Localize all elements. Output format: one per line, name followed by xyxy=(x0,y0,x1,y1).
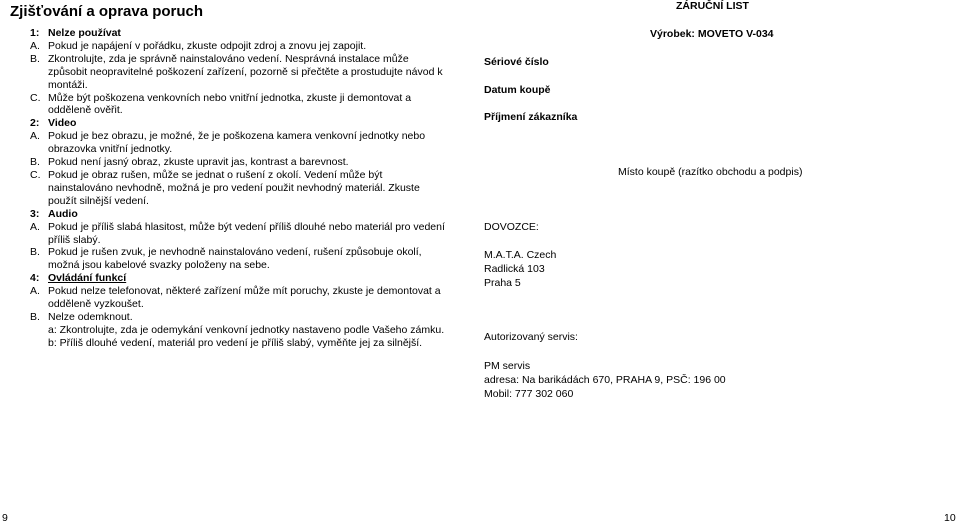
importer-line: M.A.T.A. Czech xyxy=(484,249,557,261)
line-text: Pokud je obraz rušen, může se jednat o rušení z okolí. Vedení může být nainstalováno nevhodně, možná je pro vedení použit nevhodný materiál. Zkuste použít silnější vedení. xyxy=(48,168,420,207)
page-number-right: 10 xyxy=(944,512,956,524)
line-text: b: Příliš dlouhé vedení, materiál pro vedení je příliš slabý, vyměňte jej za silnější. xyxy=(48,336,423,349)
troubleshooting-line xyxy=(30,130,450,156)
troubleshooting-line xyxy=(30,285,450,311)
service-line: Mobil: 777 302 060 xyxy=(484,388,574,400)
service-line: adresa: Na barikádách 670, PRAHA 9, PSČ: 196 00 xyxy=(484,374,726,386)
troubleshooting-line xyxy=(30,27,450,40)
troubleshooting-line xyxy=(30,324,450,337)
line-marker: C. xyxy=(30,168,41,181)
line-text: Zkontrolujte, zda je správně nainstalováno vedení. Nesprávná instalace může způsobit neopravitelné poškození zařízení, pozorně si přečtěte a prostudujte návod k montáži. xyxy=(48,52,443,91)
troubleshooting-line xyxy=(30,337,450,350)
purchase-date-label: Datum koupě xyxy=(484,84,551,96)
line-text: Ovládání funkcí xyxy=(48,272,127,285)
serial-number-label: Sériové číslo xyxy=(484,56,549,68)
line-marker: A. xyxy=(30,130,40,143)
customer-surname-label: Příjmení zákazníka xyxy=(484,111,578,123)
line-text: Pokud není jasný obraz, zkuste upravit jas, kontrast a barevnost. xyxy=(48,156,349,169)
line-marker: B. xyxy=(30,246,40,259)
line-text: Nelze používat xyxy=(48,27,121,39)
line-text: Audio xyxy=(48,207,78,220)
troubleshooting-line xyxy=(30,53,450,92)
troubleshooting-line xyxy=(30,246,450,272)
place-of-purchase-label: Místo koupě (razítko obchodu a podpis) xyxy=(618,166,803,178)
troubleshooting-line xyxy=(30,208,450,221)
product-label: Výrobek: MOVETO V-034 xyxy=(650,28,774,40)
service-address xyxy=(484,359,726,401)
line-text: Pokud je příliš slabá hlasitost, může být vedení příliš dlouhé nebo materiál pro vedení příliš slabý. xyxy=(48,220,445,246)
importer-label: DOVOZCE: xyxy=(484,221,539,233)
line-marker: A. xyxy=(30,39,40,52)
line-marker: 1: xyxy=(30,27,40,39)
troubleshooting-title: Zjišťování a oprava poruch xyxy=(10,3,204,20)
line-marker: C. xyxy=(30,91,41,104)
line-marker: 2: xyxy=(30,117,40,130)
line-text: Může být poškozena venkovních nebo vnitřní jednotka, zkuste ji demontovat a odděleně ověřit. xyxy=(48,91,412,117)
warranty-heading: ZÁRUČNÍ LIST xyxy=(676,0,749,12)
troubleshooting-line xyxy=(30,156,450,169)
service-line: PM servis xyxy=(484,360,531,372)
line-marker: A. xyxy=(30,285,40,298)
line-text: Video xyxy=(48,117,77,130)
line-text: a: Zkontrolujte, zda je odemykání venkovní jednotky nastaveno podle Vašeho zámku. xyxy=(48,323,445,336)
line-marker: B. xyxy=(30,310,40,323)
troubleshooting-line xyxy=(30,272,450,285)
line-marker: B. xyxy=(30,52,40,65)
troubleshooting-line xyxy=(30,221,450,247)
authorized-service-label: Autorizovaný servis: xyxy=(484,331,578,343)
troubleshooting-line xyxy=(30,311,450,324)
importer-line: Praha 5 xyxy=(484,277,521,289)
line-marker: B. xyxy=(30,156,40,169)
troubleshooting-line xyxy=(30,169,450,208)
importer-address xyxy=(484,248,556,290)
troubleshooting-line xyxy=(30,117,450,130)
troubleshooting-line xyxy=(30,40,450,53)
line-text: Pokud je rušen zvuk, je nevhodně nainstalováno vedení, rušení způsobuje okolí, možná jsou kabelové svazky položeny na sebe. xyxy=(48,246,422,272)
line-marker: 4: xyxy=(30,272,40,285)
line-text: Nelze odemknout. xyxy=(48,310,133,323)
importer-line: Radlická 103 xyxy=(484,263,545,275)
line-text: Pokud nelze telefonovat, některé zařízení může mít poruchy, zkuste je demontovat a odděleně vyzkoušet. xyxy=(48,285,441,311)
line-marker: 3: xyxy=(30,207,40,220)
line-text: Pokud je napájení v pořádku, zkuste odpojit zdroj a znovu jej zapojit. xyxy=(48,39,367,52)
line-text: Pokud je bez obrazu, je možné, že je poškozena kamera venkovní jednotky nebo obrazovka vnitřní jednotky. xyxy=(48,130,426,156)
troubleshooting-line xyxy=(30,92,450,118)
troubleshooting-body xyxy=(30,27,450,350)
line-marker: A. xyxy=(30,220,40,233)
page-number-left: 9 xyxy=(2,512,8,524)
